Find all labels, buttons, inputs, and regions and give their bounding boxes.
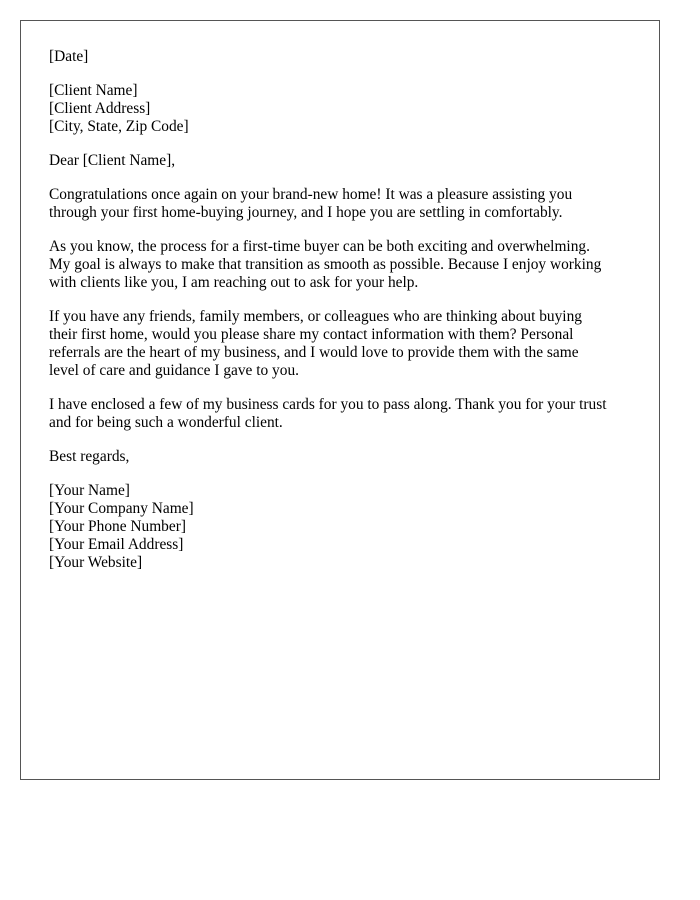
closing-block [49, 448, 639, 466]
paragraph-line: My goal is always to make that transition as smooth as possible. Because I enjoy working [49, 256, 602, 273]
recipient-address-block [49, 82, 639, 136]
signature-block [49, 482, 639, 572]
letter-date-block [49, 48, 639, 66]
salutation: Dear [Client Name], [49, 152, 176, 169]
salutation-block [49, 152, 639, 170]
signature-name: [Your Name] [49, 482, 130, 499]
signature-email: [Your Email Address] [49, 536, 184, 553]
recipient-address: [Client Address] [49, 100, 151, 117]
letter-page [20, 20, 660, 780]
signature-website: [Your Website] [49, 554, 143, 571]
paragraph-process [49, 238, 639, 292]
letter-body [49, 48, 639, 588]
paragraph-line: As you know, the process for a first-time buyer can be both exciting and overwhelming. [49, 238, 590, 255]
closing: Best regards, [49, 448, 130, 465]
paragraph-line: through your first home-buying journey, and I hope you are settling in comfortably. [49, 204, 563, 221]
paragraph-line: referrals are the heart of my business, and I would love to provide them with the same [49, 344, 579, 361]
paragraph-line: with clients like you, I am reaching out to ask for your help. [49, 274, 419, 291]
paragraph-line: I have enclosed a few of my business cards for you to pass along. Thank you for your trust [49, 396, 607, 413]
paragraph-line: their first home, would you please share my contact information with them? Personal [49, 326, 574, 343]
paragraph-business-cards [49, 396, 639, 432]
signature-company: [Your Company Name] [49, 500, 194, 517]
paragraph-line: Congratulations once again on your brand-new home! It was a pleasure assisting you [49, 186, 573, 203]
recipient-city-state-zip: [City, State, Zip Code] [49, 118, 189, 135]
paragraph-line: and for being such a wonderful client. [49, 414, 283, 431]
paragraph-referral-request [49, 308, 639, 380]
recipient-name: [Client Name] [49, 82, 138, 99]
letter-date: [Date] [49, 48, 89, 65]
signature-phone: [Your Phone Number] [49, 518, 186, 535]
paragraph-line: If you have any friends, family members, or colleagues who are thinking about buying [49, 308, 582, 325]
paragraph-congratulations [49, 186, 639, 222]
paragraph-line: level of care and guidance I gave to you. [49, 362, 299, 379]
